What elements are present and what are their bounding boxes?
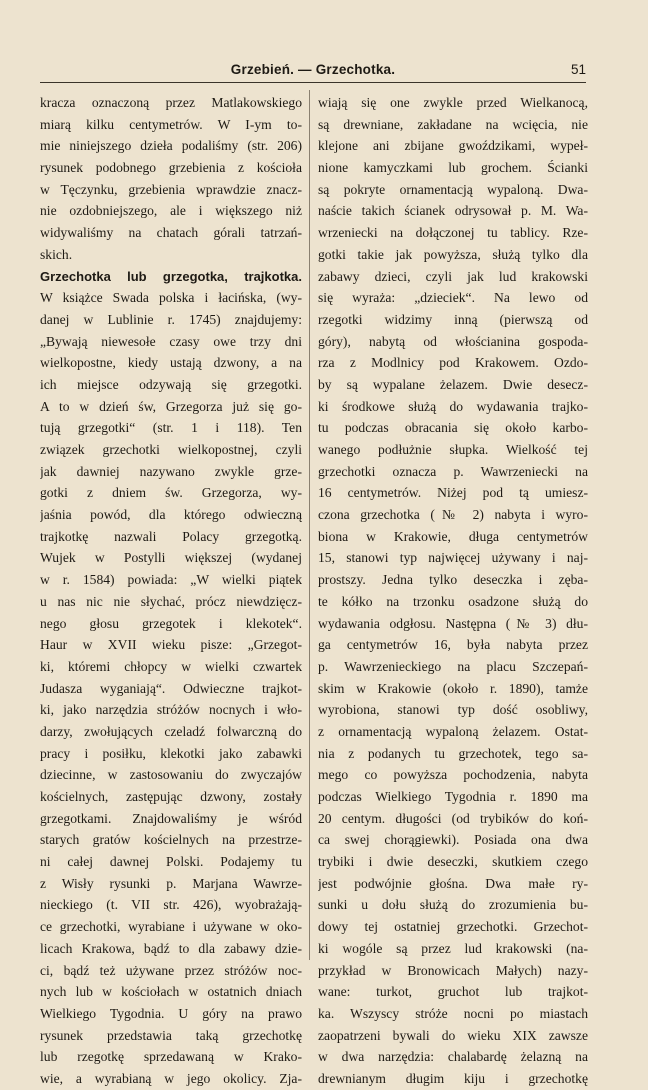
text-line: drewnianym długim kiju i grzechotkę <box>318 1070 588 1086</box>
text-line: mego co powyższa pochodzenia, nabyta <box>318 767 588 783</box>
text-line: starych gratów kościelnych na przestrze- <box>40 832 302 848</box>
text-line: grzechotki oznacza p. Wawrzeniecki na <box>318 463 588 479</box>
text-line: Judasza wyganiają“. Odwieczne trajkot- <box>40 680 302 696</box>
text-line: gotki takie jak powyższa, służą tylko dla <box>318 246 588 262</box>
text-line: wanego podłużnie słupka. Wielkość tej <box>318 442 588 457</box>
text-line: ca swej chorągiewki). Posiada ona dwa <box>318 832 588 848</box>
text-line: wyrobiona, stanowi typ dość osobliwy, <box>318 702 588 718</box>
text-line: gotki z dniem św. Grzegorza, wy- <box>40 485 302 501</box>
text-line: ki wogóle są przez lud krakowski (na- <box>318 940 588 956</box>
text-line: 16 centymetrów. Niżej pod tą umiesz- <box>318 485 588 501</box>
text-line: 20 centym. długości (od trybików do koń- <box>318 810 588 826</box>
text-line: zaopatrzeni bywali do wieku XIX zawsze <box>318 1027 588 1043</box>
text-line: A to w dzień św, Grzegorza już się go- <box>40 398 302 414</box>
text-line: jaśnia powód, dla którego odwieczną <box>40 507 302 523</box>
text-line: by są wypalane żelazem. Dwie desecz- <box>318 376 588 392</box>
text-line: z Wisły rysunki p. Marjana Wawrze- <box>40 875 302 891</box>
text-line: trybiki i dwie deseczki, skutkiem czego <box>318 854 588 870</box>
text-line: są pokryte ornamentacją wypaloną. Dwa- <box>318 181 588 197</box>
text-line: tują grzegotki“ (str. 1 i 118). Ten <box>40 420 302 436</box>
text-line: dowy tej ostatniej grzechotki. Grzechot- <box>318 919 588 935</box>
text-line: wrzeniecki na dołączonej tu tablicy. Rze- <box>318 225 588 241</box>
text-line: przykład w Bronowicach Małych) nazy- <box>318 962 588 978</box>
text-line: ki, jako narzędzia stróżów nocnych i wło- <box>40 702 302 718</box>
text-line: kościelnych, zastępując dzwony, zostały <box>40 789 302 804</box>
text-line: ki, któremi chłopcy w wielki czwartek <box>40 658 302 674</box>
text-line: rzegotki widzimy inną (pierwszą od <box>318 311 588 327</box>
text-line: jak dawniej nazywano zwykle grze- <box>40 463 302 479</box>
text-line: lub rzegotkę sprzedawaną w Krako- <box>40 1049 302 1065</box>
text-line: W książce Swada polska i łacińska, (wy- <box>40 290 302 306</box>
text-line: rysunek przedstawia taką grzechotkę <box>40 1027 302 1043</box>
text-line: miarą kilku centymetrów. W I-ym to- <box>40 116 302 132</box>
text-line: Grzechotka lub grzegotka, trajkotka. <box>40 268 302 284</box>
text-line: te kółko na trzonku osadzone służą do <box>318 593 588 609</box>
text-line: są drewniane, zakładane na wcięcia, nie <box>318 116 588 132</box>
text-line: dziecinne, w zastosowaniu do zwyczajów <box>40 767 302 783</box>
text-line: skim w Krakowie (około r. 1890), tamże <box>318 680 588 696</box>
text-line: widywaliśmy na chatach górali tatrzań- <box>40 225 302 241</box>
text-line: góry), nabytą od włościanina gospoda- <box>318 333 588 349</box>
text-line: nia z podanych tu grzechotek, tego sa- <box>318 745 588 761</box>
text-line: się wyraża: „dzieciek“. Na lewo od <box>318 290 588 306</box>
text-line: kracza oznaczoną przez Matlakowskiego <box>40 95 302 110</box>
text-line: nych lub w kościołach w ostatnich dniach <box>40 984 302 1000</box>
text-line: tu podczas obracania się około karbo- <box>318 420 588 436</box>
text-line: z ornamentacją wypaloną żelazem. Ostat- <box>318 723 588 739</box>
text-line: ci, bądź też używane przez stróżów noc- <box>40 962 302 978</box>
text-line: ce grzechotki, wyrabiane i używane w oko- <box>40 919 302 935</box>
text-line: wane: turkot, gruchot lub trajkot- <box>318 984 588 1000</box>
text-line: ka. Wszyscy stróże nocni po miastach <box>318 1005 588 1021</box>
text-line: klejone ani zbijane gwoździkami, wypeł- <box>318 138 588 154</box>
text-line: wielkopostne, kiedy ustają dzwony, a na <box>40 355 302 371</box>
text-line: u nas nic nie słychać, prócz niewdzięcz- <box>40 593 302 609</box>
text-line: Haur w XVII wieku pisze: „Grzegot- <box>40 637 302 653</box>
text-line: sunki u dołu służą do zrozumienia bu- <box>318 897 588 913</box>
text-line: w r. 1584) powiada: „W wielki piątek <box>40 572 302 588</box>
left-column <box>40 92 302 1090</box>
text-line: Wujek w Postylli większej (wydanej <box>40 550 302 566</box>
text-line: związek grzechotki wielkopostnej, czyli <box>40 442 302 457</box>
text-line: 15, stanowi typ najwięcej używany i naj- <box>318 550 588 566</box>
text-line: ich miejsce odzywają się grzegotki. <box>40 376 302 392</box>
text-line: w Tęczynku, grzebienia wprawdzie znacz- <box>40 181 302 197</box>
text-line: mie niniejszego dzieła podaliśmy (str. 206) <box>40 138 302 154</box>
text-line: wiają się one zwykle przed Wielkanocą, <box>318 95 588 110</box>
text-line: prostszy. Jedna tylko deseczka i zęba- <box>318 572 588 588</box>
text-line: trajkotkę nazwali Polacy grzegotką. <box>40 528 302 544</box>
text-line: wydawania odgłosu. Następna (№ 3) dłu- <box>318 615 588 631</box>
text-line: czona grzechotka (№ 2) nabyta i wyro- <box>318 507 588 523</box>
text-line: ni całej dawnej Polski. Podajemy tu <box>40 854 302 870</box>
text-line: licach Krakowa, bądź to dla zabawy dzie- <box>40 940 302 956</box>
text-line: w dwa narzędzia: chalabardę żelazną na <box>318 1049 588 1065</box>
text-line: nie ozdobniejszego, ale i większego niż <box>40 203 302 219</box>
text-line: zabawy dzieci, czyli jak lud krakowski <box>318 268 588 284</box>
text-line: Wielkiego Tygodnia. U góry na prawo <box>40 1005 302 1021</box>
text-line: ga centymetrów 16, była nabyta przez <box>318 637 588 653</box>
page-number: 51 <box>570 62 586 77</box>
text-line: nieckiego (t. VII str. 426), wyobrażają- <box>40 897 302 913</box>
text-line: danej w Lublinie r. 1745) znajdujemy: <box>40 311 302 327</box>
text-line: ki środkowe służą do wydawania trajko- <box>318 398 588 414</box>
right-column <box>318 92 588 1090</box>
text-line: pracy i posiłku, klekotki jako zabawki <box>40 745 302 761</box>
text-line: nione kamyczkami lub grochem. Ścianki <box>318 160 588 176</box>
text-line: jest podwójnie głośna. Dwa małe ry- <box>318 875 588 891</box>
text-line: darzy, zwołujących czeladź folwarczną do <box>40 723 302 739</box>
text-line: grzegotkami. Znajdowaliśmy je wśród <box>40 810 302 826</box>
column-divider <box>309 90 310 960</box>
text-line: p. Wawrzenieckiego na placu Szczepań- <box>318 658 588 674</box>
text-line: wie, a wyrabianą w jego okolicy. Zja- <box>40 1070 302 1086</box>
text-line: podczas Wielkiego Tygodnia r. 1890 ma <box>318 789 588 804</box>
text-line: rza z Modlnicy pod Krakowem. Ozdo- <box>318 355 588 371</box>
header-title: Grzebień. — Grzechotka. <box>230 62 396 77</box>
text-line: biona w Krakowie, długa centymetrów <box>318 528 588 544</box>
text-line: rysunek podobnego grzebienia z kościoła <box>40 160 302 176</box>
text-line: naście takich ścianek odrysował p. M. Wa- <box>318 203 588 219</box>
running-header <box>40 60 586 83</box>
text-line: „Bywają niewesołe czasy owe trzy dni <box>40 333 302 349</box>
text-line: nego głosu grzegotek i klekotek“. <box>40 615 302 631</box>
text-line: skich. <box>40 246 73 262</box>
